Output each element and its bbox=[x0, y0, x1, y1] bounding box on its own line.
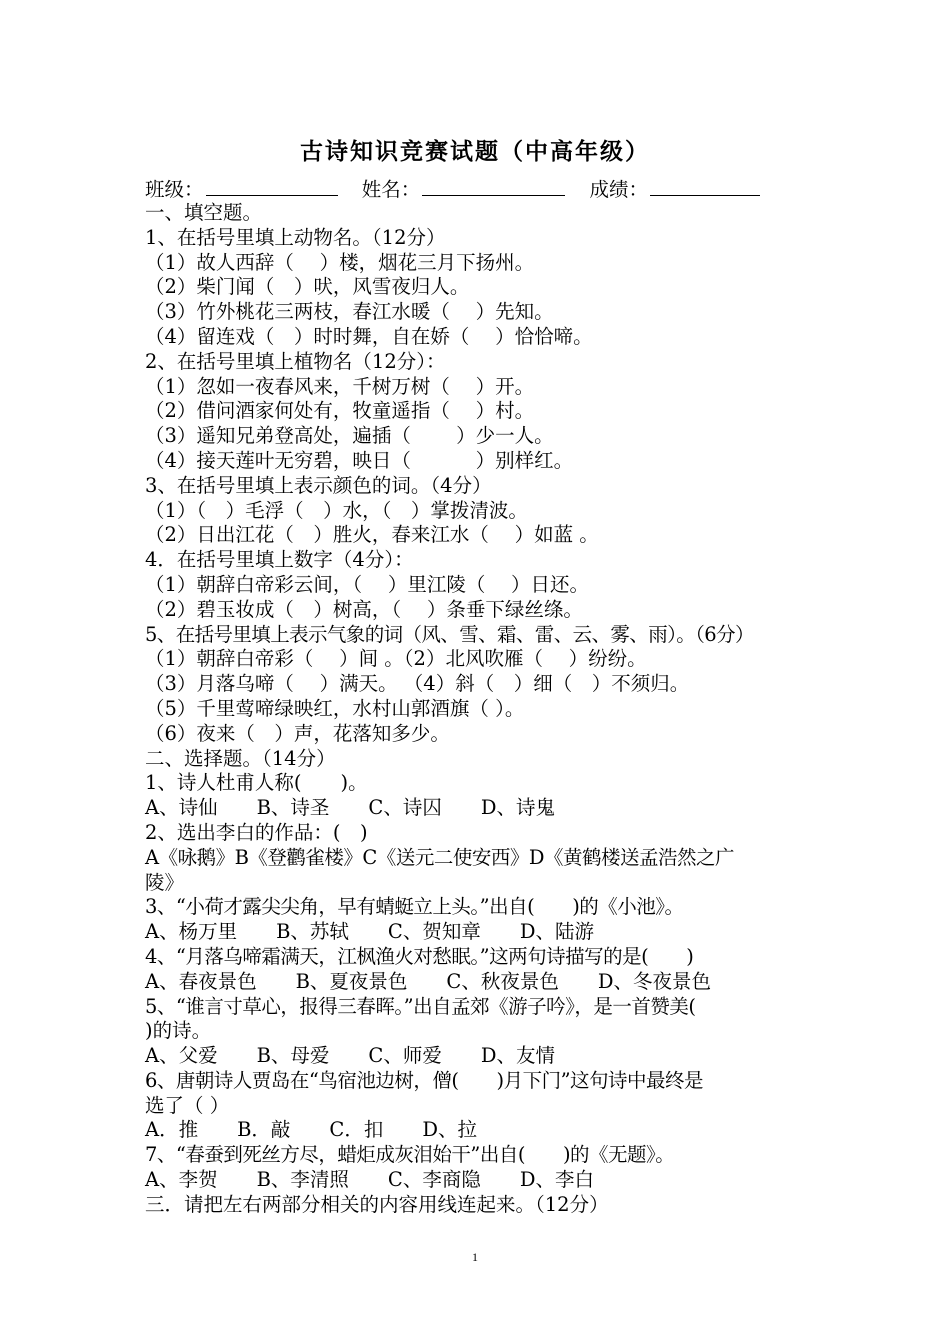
question: 7、“春蚕到死丝方尽，蜡炬成灰泪始干”出自( )的《无题》。 bbox=[145, 1143, 675, 1167]
question-item: （3）竹外桃花三两枝，春江水暖（ ）先知。 bbox=[145, 300, 554, 324]
question-item: （1）朝辞白帝彩（ ）间 。（2）北风吹雁（ ）纷纷。 bbox=[145, 647, 647, 671]
question-item: （2）借问酒家何处有，牧童遥指（ ）村。 bbox=[145, 399, 535, 423]
answer-options-continued: 陵》 bbox=[145, 870, 185, 894]
answer-options: A、父爱 B、母爱 C、师爱 D、友情 bbox=[145, 1044, 555, 1068]
answer-options: A、李贺 B、李清照 C、李商隐 D、李白 bbox=[145, 1168, 594, 1192]
question-item: （2）柴门闻（ ）吠，风雪夜归人。 bbox=[145, 275, 470, 299]
question: 4．在括号里填上数字（4分）： bbox=[145, 548, 414, 572]
page-title: 古诗知识竞赛试题（中高年级） bbox=[300, 139, 650, 165]
student-info-row bbox=[145, 176, 760, 202]
question-item: （1）故人西辞（ ）楼，烟花三月下扬州。 bbox=[145, 250, 535, 274]
question: 2、选出李白的作品：( ) bbox=[145, 820, 368, 844]
question: 1、诗人杜甫人称( )。 bbox=[145, 771, 368, 795]
question-continued: 选了（ ） bbox=[145, 1093, 230, 1117]
class-field bbox=[145, 176, 338, 202]
question-item: （1）朝辞白帝彩云间，（ ）里江陵（ ）日还。 bbox=[145, 572, 590, 596]
answer-options: A《咏鹅》B《登鹳雀楼》C《送元二使安西》D《黄鹤楼送孟浩然之广 bbox=[145, 845, 734, 869]
question-continued: )的诗。 bbox=[145, 1019, 212, 1043]
question: 1、在括号里填上动物名。（12分） bbox=[145, 225, 446, 249]
class-blank[interactable] bbox=[206, 176, 338, 196]
score-field bbox=[589, 176, 760, 202]
question-item: （4）接天莲叶无穷碧，映日（ ）别样红。 bbox=[145, 448, 574, 472]
answer-options: A、春夜景色 B、夏夜景色 C、秋夜景色 D、冬夜景色 bbox=[145, 969, 711, 993]
question-item: （4）留连戏（ ）时时舞，自在娇（ ）恰恰啼。 bbox=[145, 324, 593, 348]
question-item: （3）月落乌啼（ ）满天。 （4）斜（ ）细（ ）不须归。 bbox=[145, 672, 690, 696]
question: 3、“小荷才露尖尖角，早有蜻蜓立上头。”出自( )的《小池》。 bbox=[145, 895, 684, 919]
class-label: 班级： bbox=[145, 178, 204, 201]
section-heading: 一、填空题。 bbox=[145, 201, 263, 224]
question-item: （1）忽如一夜春风来，千树万树（ ）开。 bbox=[145, 374, 535, 398]
question-item: （1）（ ）毛浮（ ）水，（ ）掌拨清波。 bbox=[145, 498, 528, 522]
score-label: 成绩： bbox=[589, 178, 648, 201]
question-item: （6）夜来（ ）声，花落知多少。 bbox=[145, 721, 450, 745]
question-item: （5）千里莺啼绿映红，水村山郭酒旗（ ）。 bbox=[145, 696, 525, 720]
answer-options: A、杨万里 B、苏轼 C、贺知章 D、陆游 bbox=[145, 920, 594, 944]
name-label: 姓名： bbox=[361, 178, 421, 201]
question: 5、“谁言寸草心，报得三春晖。”出自孟郊《游子吟》，是一首赞美( bbox=[145, 994, 696, 1018]
question-item: （2）碧玉妆成（ ）树高，（ ）条垂下绿丝绦。 bbox=[145, 597, 583, 621]
section-heading: 三．请把左右两部分相关的内容用线连起来。（12分） bbox=[145, 1192, 609, 1216]
exam-body bbox=[145, 201, 815, 1218]
question-item: （2）日出江花（ ）胜火，春来江水（ ）如蓝 。 bbox=[145, 523, 599, 547]
score-blank[interactable] bbox=[650, 176, 760, 196]
name-field bbox=[362, 176, 566, 202]
answer-options: A、诗仙 B、诗圣 C、诗囚 D、诗鬼 bbox=[145, 796, 555, 820]
question-item: （3）遥知兄弟登高处，遍插（ ）少一人。 bbox=[145, 424, 554, 448]
question: 2、在括号里填上植物名（12分）： bbox=[145, 349, 446, 373]
name-blank[interactable] bbox=[422, 176, 565, 196]
section-heading: 二、选择题。（14分） bbox=[145, 746, 336, 770]
answer-options: A．推 B．敲 C．扣 D、拉 bbox=[145, 1118, 477, 1142]
question: 3、在括号里填上表示颜色的词。（4分） bbox=[145, 473, 492, 497]
page-number: 1 bbox=[472, 1250, 478, 1264]
question: 5、在括号里填上表示气象的词（风、雪、霜、雷、云、雾、雨）。（6分） bbox=[145, 622, 754, 646]
question: 4、“月落乌啼霜满天，江枫渔火对愁眠。”这两句诗描写的是( ) bbox=[145, 944, 694, 968]
question: 6、唐朝诗人贾岛在“鸟宿池边树，僧( )月下门”这句诗中最终是 bbox=[145, 1068, 704, 1092]
